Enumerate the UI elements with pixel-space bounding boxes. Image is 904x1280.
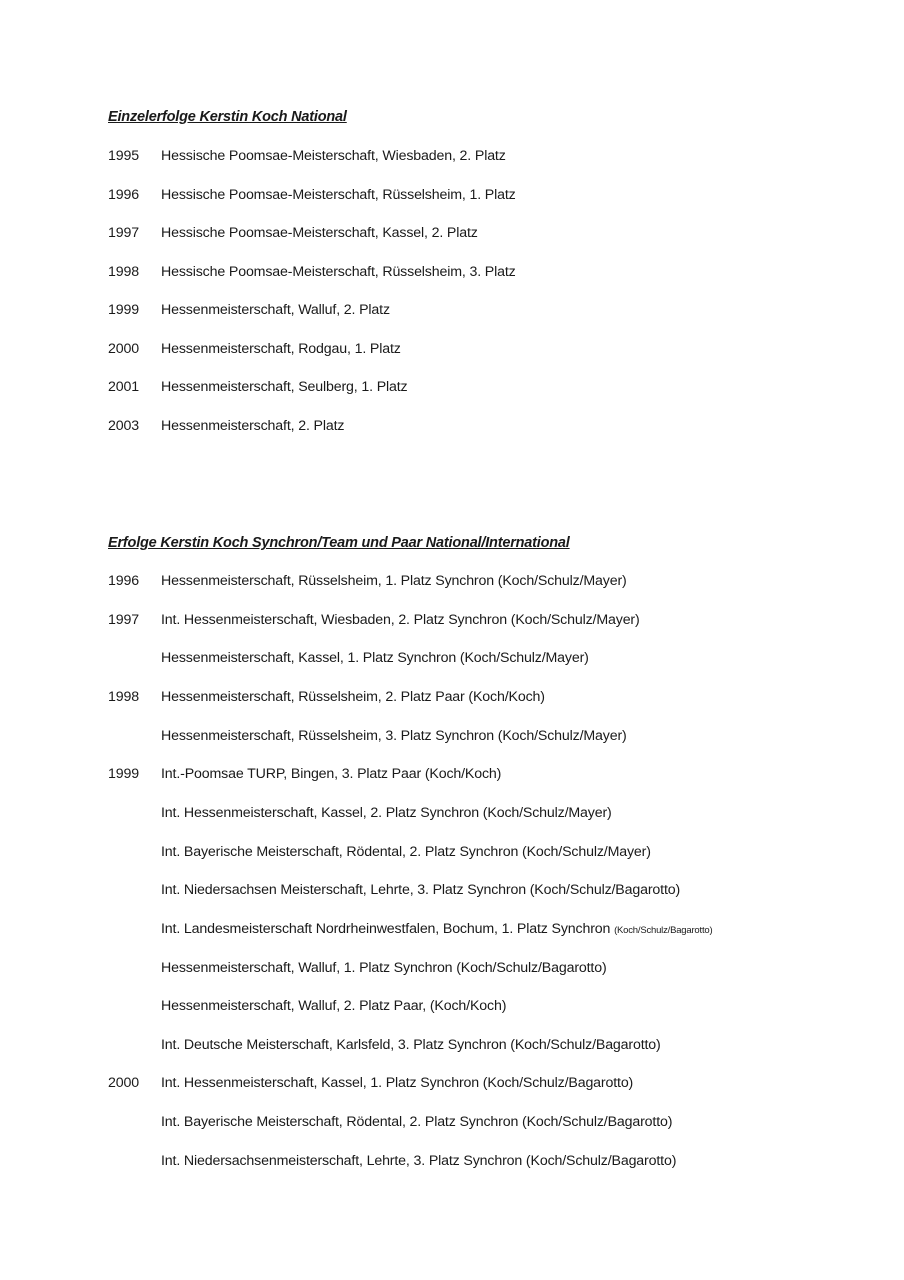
entry-text: Hessenmeisterschaft, Rodgau, 1. Platz — [161, 341, 401, 357]
entry-text: Int. Deutsche Meisterschaft, Karlsfeld, 3. Platz Synchron (Koch/Schulz/Bagarotto) — [161, 1037, 661, 1053]
entry-year: 1995 — [108, 148, 139, 164]
entry-text: Hessenmeisterschaft, Walluf, 2. Platz — [161, 302, 390, 318]
entry-text: Hessische Poomsae-Meisterschaft, Rüsselsheim, 1. Platz — [161, 187, 516, 203]
entry-text: Hessenmeisterschaft, Rüsselsheim, 2. Platz Paar (Koch/Koch) — [161, 689, 545, 705]
entry-text-wrap — [161, 921, 712, 937]
entry-year: 1999 — [108, 766, 139, 782]
entry-text: Int. Bayerische Meisterschaft, Rödental, 2. Platz Synchron (Koch/Schulz/Bagarotto) — [161, 1114, 673, 1130]
entry-year: 2000 — [108, 1075, 139, 1091]
entry-text: Hessenmeisterschaft, 2. Platz — [161, 418, 345, 434]
entry-text: Int.-Poomsae TURP, Bingen, 3. Platz Paar (Koch/Koch) — [161, 766, 502, 782]
entry-text: Hessenmeisterschaft, Kassel, 1. Platz Synchron (Koch/Schulz/Mayer) — [161, 650, 589, 666]
entry-year: 1996 — [108, 187, 139, 203]
entry-text: Hessische Poomsae-Meisterschaft, Wiesbaden, 2. Platz — [161, 148, 506, 164]
entry-text: Int. Niedersachsen Meisterschaft, Lehrte, 3. Platz Synchron (Koch/Schulz/Bagarotto) — [161, 882, 681, 898]
entry-text: Int. Niedersachsenmeisterschaft, Lehrte, 3. Platz Synchron (Koch/Schulz/Bagarotto) — [161, 1153, 677, 1169]
entry-text: Hessische Poomsae-Meisterschaft, Kassel, 2. Platz — [161, 225, 478, 241]
entry-note: (Koch/Schulz/Bagarotto) — [614, 925, 713, 936]
section-heading-individual: Einzelerfolge Kerstin Koch National — [108, 109, 347, 125]
entry-text: Hessenmeisterschaft, Walluf, 2. Platz Paar, (Koch/Koch) — [161, 998, 507, 1014]
entry-text: Hessenmeisterschaft, Walluf, 1. Platz Synchron (Koch/Schulz/Bagarotto) — [161, 960, 607, 976]
entry-year: 2003 — [108, 418, 139, 434]
entry-text: Int. Bayerische Meisterschaft, Rödental, 2. Platz Synchron (Koch/Schulz/Mayer) — [161, 844, 651, 860]
section-heading-team: Erfolge Kerstin Koch Synchron/Team und Paar National/International — [108, 535, 570, 551]
entry-year: 1997 — [108, 225, 139, 241]
entry-year: 1998 — [108, 689, 139, 705]
entry-text: Hessenmeisterschaft, Seulberg, 1. Platz — [161, 379, 408, 395]
entry-year: 1996 — [108, 573, 139, 589]
entry-text: Hessenmeisterschaft, Rüsselsheim, 3. Platz Synchron (Koch/Schulz/Mayer) — [161, 728, 627, 744]
entry-text: Int. Landesmeisterschaft Nordrheinwestfalen, Bochum, 1. Platz Synchron — [161, 921, 611, 937]
entry-year: 2000 — [108, 341, 139, 357]
entry-year: 1998 — [108, 264, 139, 280]
entry-text: Int. Hessenmeisterschaft, Kassel, 1. Platz Synchron (Koch/Schulz/Bagarotto) — [161, 1075, 634, 1091]
entry-text: Int. Hessenmeisterschaft, Kassel, 2. Platz Synchron (Koch/Schulz/Mayer) — [161, 805, 612, 821]
entry-year: 1997 — [108, 612, 139, 628]
entry-text: Int. Hessenmeisterschaft, Wiesbaden, 2. Platz Synchron (Koch/Schulz/Mayer) — [161, 612, 640, 628]
entry-year: 2001 — [108, 379, 139, 395]
entry-text: Hessische Poomsae-Meisterschaft, Rüsselsheim, 3. Platz — [161, 264, 516, 280]
entry-text: Hessenmeisterschaft, Rüsselsheim, 1. Platz Synchron (Koch/Schulz/Mayer) — [161, 573, 627, 589]
entry-year: 1999 — [108, 302, 139, 318]
